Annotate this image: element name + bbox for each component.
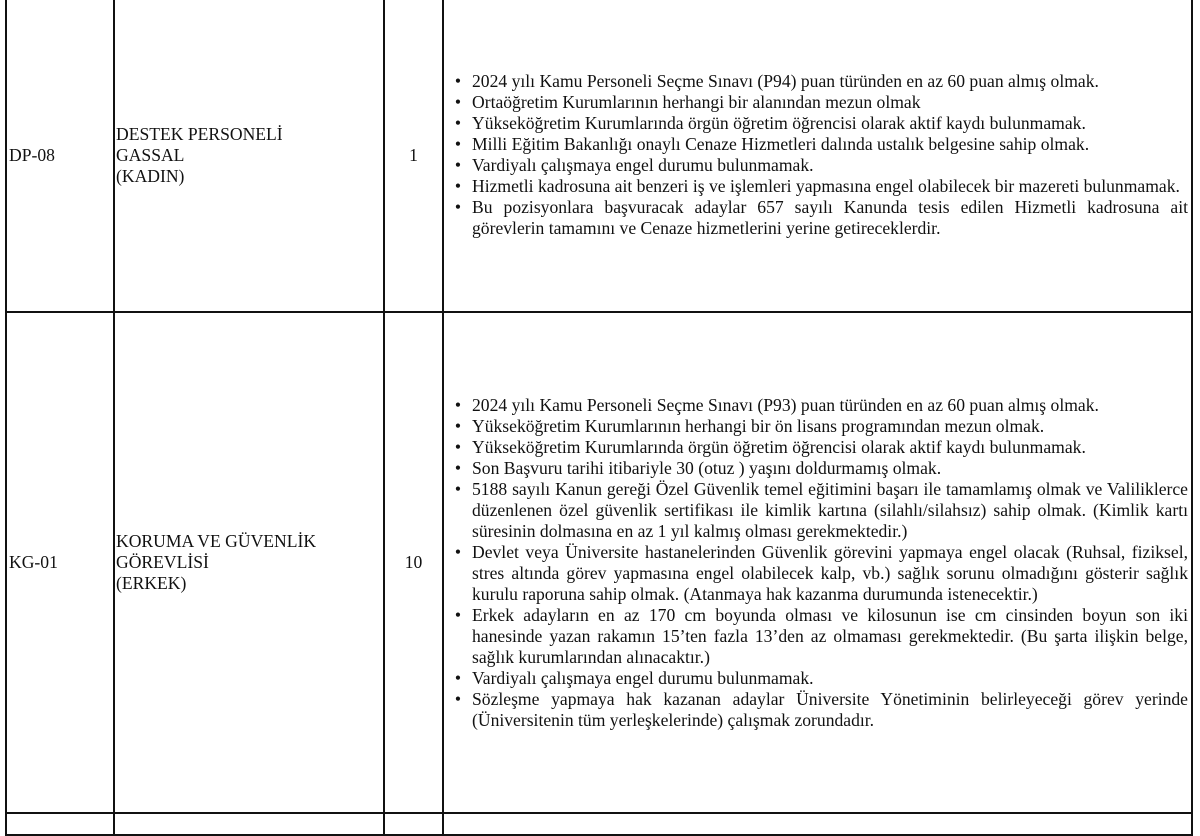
position-title-line: GÖREVLİSİ <box>116 552 209 572</box>
list-item <box>444 134 1188 155</box>
bullet-icon: • <box>454 667 462 688</box>
requirements-list <box>444 395 1188 731</box>
requirement-text: Bu pozisyonlara başvuracak adaylar 657 sayılı Kanunda tesis edilen Hizmetli kadrosuna ait görevlerin tamamını ve Cenaze hizmetlerini yerine getireceklerdir. <box>472 197 1188 238</box>
list-item <box>444 71 1188 92</box>
list-item <box>444 155 1188 176</box>
requirements-table <box>5 0 1193 836</box>
requirement-text: Sözleşme yapmaya hak kazanan adaylar Üniversite Yönetiminin belirleyeceği görev yerinde (Üniversitenin tüm yerleşkelerinde) çalışmak zorundadır. <box>472 688 1188 730</box>
list-item <box>444 668 1188 689</box>
bullet-icon: • <box>454 415 462 436</box>
list-item <box>444 176 1188 197</box>
empty-cell <box>114 813 384 835</box>
bullet-icon: • <box>454 113 462 133</box>
requirement-text: Son Başvuru tarihi itibariyle 30 (otuz ) yaşını doldurmamış olmak. <box>472 457 942 478</box>
requirement-text: Vardiyalı çalışmaya engel durumu bulunmamak. <box>472 667 814 688</box>
list-item <box>444 92 1188 113</box>
requirements-list <box>444 71 1188 239</box>
requirements-cell <box>443 312 1192 813</box>
bullet-icon: • <box>454 394 462 415</box>
empty-cell <box>443 813 1192 835</box>
requirements-cell <box>443 0 1192 312</box>
list-item <box>444 605 1188 668</box>
position-title-line: KORUMA VE GÜVENLİK <box>116 531 317 551</box>
requirement-text: 2024 yılı Kamu Personeli Seçme Sınavı (P94) puan türünden en az 60 puan almış olmak. <box>472 71 1099 91</box>
list-item <box>444 113 1188 134</box>
bullet-icon: • <box>454 134 462 154</box>
bullet-icon: • <box>454 71 462 91</box>
requirement-text: Devlet veya Üniversite hastanelerinden Güvenlik görevini yapmaya engel olacak (Ruhsal, fiziksel, stres altında görev yapmasına engel olabilecek kalp, vb.) sağlık sorunu olmadığını gösterir sağlık kurulu raporuna sahip olmak. (Atanmaya hak kazanma durumunda istenecektir.) <box>472 541 1188 604</box>
position-code: KG-01 <box>6 312 114 813</box>
empty-cell <box>6 813 114 835</box>
list-item <box>444 479 1188 542</box>
bullet-icon: • <box>454 436 462 457</box>
requirement-text: 2024 yılı Kamu Personeli Seçme Sınavı (P93) puan türünden en az 60 puan almış olmak. <box>472 394 1099 415</box>
position-title-line: DESTEK PERSONELİ <box>116 123 283 144</box>
list-item <box>444 542 1188 605</box>
requirement-text: Ortaöğretim Kurumlarının herhangi bir alanından mezun olmak <box>472 92 921 112</box>
position-title-line: (KADIN) <box>116 165 185 186</box>
bullet-icon: • <box>454 604 462 625</box>
requirement-text: Hizmetli kadrosuna ait benzeri iş ve işlemleri yapmasına engel olabilecek bir mazereti bulunmamak. <box>472 176 1180 196</box>
list-item <box>444 689 1188 731</box>
list-item <box>444 197 1188 239</box>
position-title-line: (ERKEK) <box>116 573 187 593</box>
table-row <box>6 312 1192 813</box>
requirement-text: Yükseköğretim Kurumlarında örgün öğretim öğrencisi olarak aktif kaydı bulunmamak. <box>472 436 1086 457</box>
bullet-icon: • <box>454 155 462 175</box>
requirement-text: Erkek adayların en az 170 cm boyunda olması ve kilosunun ise cm cinsinden boyun son iki hanesinde yazan rakamın 15’ten fazla 13’den az olmaması gerekmektedir. (Bu şarta ilişkin belge, sağlık kurumlarından alınacaktır.) <box>472 604 1188 667</box>
bullet-icon: • <box>454 176 462 196</box>
bullet-icon: • <box>454 457 462 478</box>
list-item <box>444 437 1188 458</box>
position-title <box>114 312 384 813</box>
requirement-text: 5188 sayılı Kanun gereği Özel Güvenlik temel eğitimini başarı ile tamamlamış olmak ve Valiliklerce düzenlenen özel güvenlik sertifikası ile kimlik kartına (silahlı/silahsız) sahip olmak. (Kimlik kartı süresinin dolmasına en az 1 yıl kalmış olması gerekmektedir.) <box>472 478 1188 541</box>
position-title-line: GASSAL <box>116 144 185 165</box>
requirement-text: Yükseköğretim Kurumlarının herhangi bir ön lisans programından mezun olmak. <box>472 415 1045 436</box>
requirement-text: Yükseköğretim Kurumlarında örgün öğretim öğrencisi olarak aktif kaydı bulunmamak. <box>472 113 1086 133</box>
position-count: 10 <box>384 312 443 813</box>
bullet-icon: • <box>454 688 462 709</box>
empty-cell <box>384 813 443 835</box>
requirement-text: Vardiyalı çalışmaya engel durumu bulunmamak. <box>472 155 814 175</box>
bullet-icon: • <box>454 92 462 112</box>
list-item <box>444 416 1188 437</box>
bullet-icon: • <box>454 478 462 499</box>
table-row <box>6 813 1192 835</box>
position-count: 1 <box>384 0 443 312</box>
table-row <box>6 0 1192 312</box>
position-code: DP-08 <box>6 0 114 312</box>
list-item <box>444 395 1188 416</box>
list-item <box>444 458 1188 479</box>
bullet-icon: • <box>454 541 462 562</box>
requirement-text: Milli Eğitim Bakanlığı onaylı Cenaze Hizmetleri dalında ustalık belgesine sahip olmak. <box>472 134 1090 154</box>
bullet-icon: • <box>454 197 462 217</box>
position-title <box>114 0 384 312</box>
